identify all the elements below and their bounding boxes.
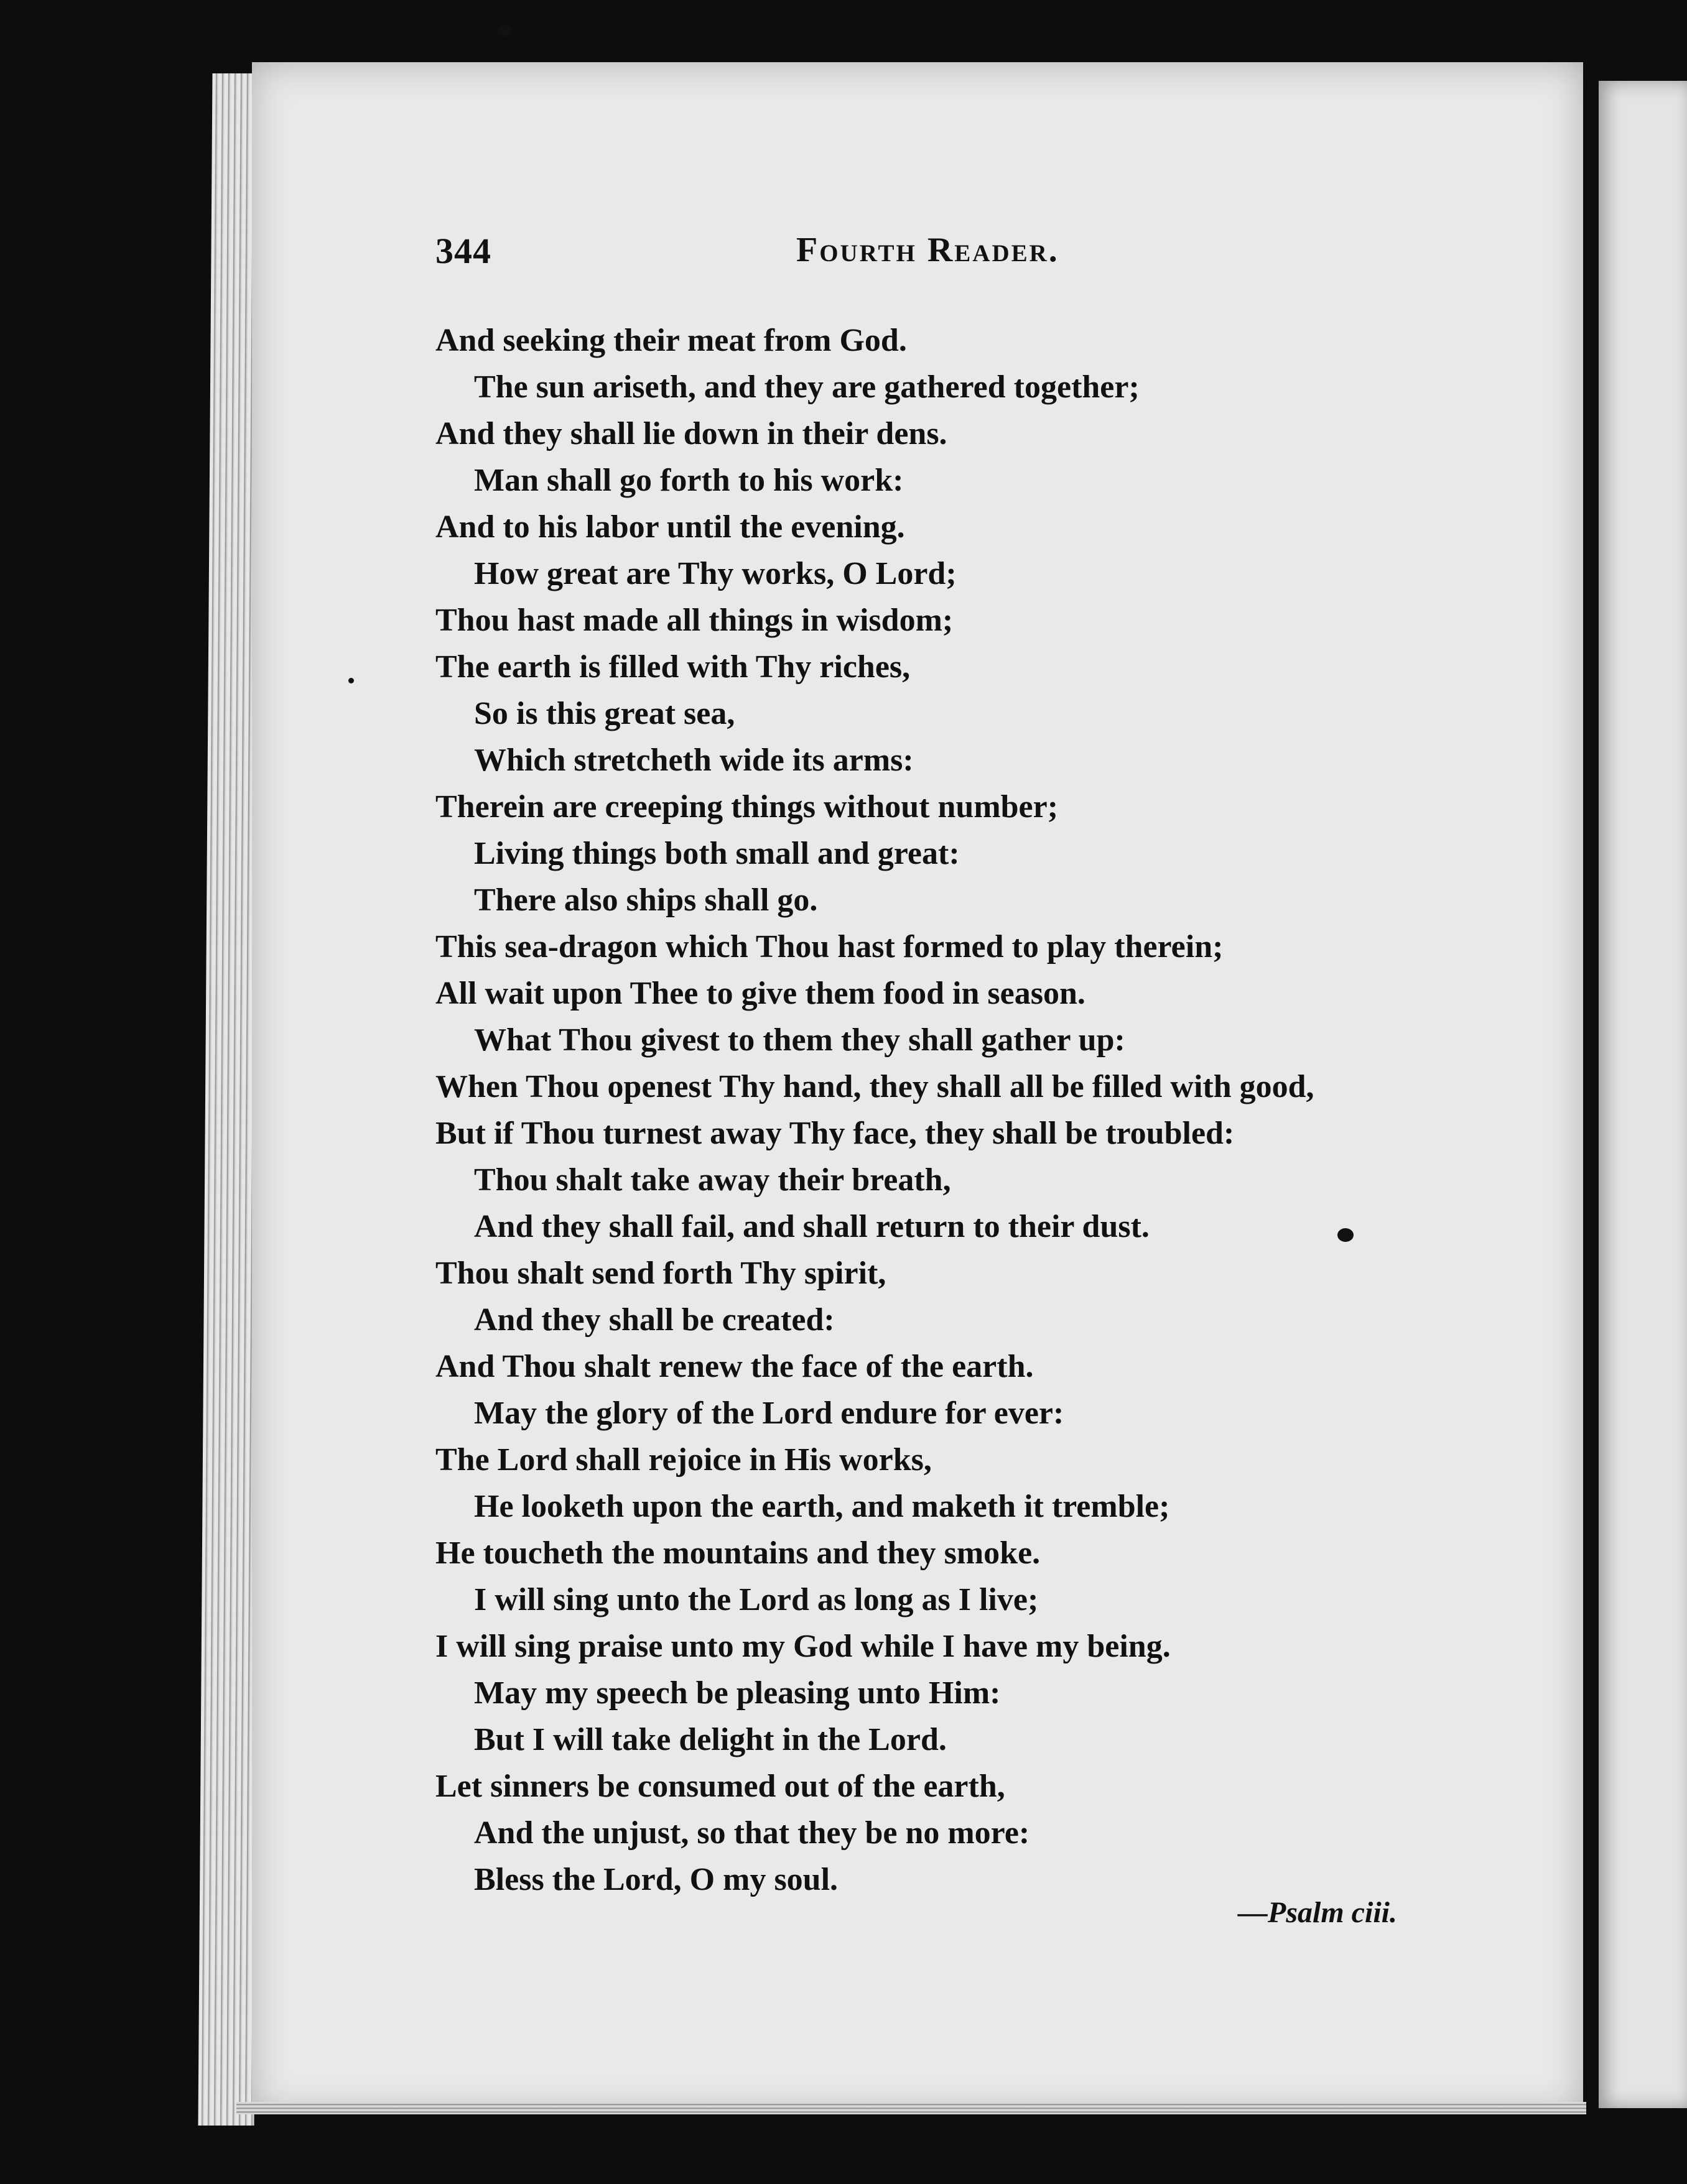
scan-speck bbox=[498, 25, 511, 36]
poem-line: And Thou shalt renew the face of the earth. bbox=[435, 1349, 1034, 1384]
citation: —Psalm ciii. bbox=[1238, 1896, 1397, 1929]
poem-line: The earth is filled with Thy riches, bbox=[435, 649, 911, 685]
poem-line: Therein are creeping things without number; bbox=[435, 789, 1059, 825]
poem-text bbox=[435, 317, 1493, 1903]
poem-line: Man shall go forth to his work: bbox=[474, 463, 904, 498]
poem-line: And they shall fail, and shall return to their dust. bbox=[474, 1209, 1150, 1244]
poem-line: He toucheth the mountains and they smoke. bbox=[435, 1535, 1041, 1571]
facing-page-edge bbox=[1599, 81, 1687, 2108]
poem-line: But if Thou turnest away Thy face, they shall be troubled: bbox=[435, 1116, 1235, 1151]
poem-line: And they shall lie down in their dens. bbox=[435, 416, 947, 451]
poem-line: He looketh upon the earth, and maketh it tremble; bbox=[474, 1489, 1170, 1524]
page-number: 344 bbox=[435, 231, 491, 271]
poem-line: What Thou givest to them they shall gather up: bbox=[474, 1022, 1125, 1058]
page-header bbox=[435, 230, 1169, 286]
poem-line: Thou shalt send forth Thy spirit, bbox=[435, 1256, 886, 1291]
poem-line: Living things both small and great: bbox=[474, 836, 960, 871]
poem-line: And seeking their meat from God. bbox=[435, 323, 907, 358]
poem-line: And the unjust, so that they be no more: bbox=[474, 1815, 1030, 1851]
poem-line: But I will take delight in the Lord. bbox=[474, 1722, 947, 1757]
poem-line: This sea-dragon which Thou hast formed to play therein; bbox=[435, 929, 1224, 965]
poem-line: The sun ariseth, and they are gathered together; bbox=[474, 369, 1140, 405]
poem-line: Thou hast made all things in wisdom; bbox=[435, 603, 954, 638]
poem-line: Bless the Lord, O my soul. bbox=[474, 1862, 839, 1897]
poem-line: Which stretcheth wide its arms: bbox=[474, 743, 914, 778]
poem-line: Thou shalt take away their breath, bbox=[474, 1162, 951, 1198]
poem-line: And they shall be created: bbox=[474, 1302, 835, 1338]
poem-line: When Thou openest Thy hand, they shall all be filled with good, bbox=[435, 1069, 1314, 1104]
poem-line: And to his labor until the evening. bbox=[435, 509, 905, 545]
scan-speck bbox=[348, 678, 354, 683]
poem-line: So is this great sea, bbox=[474, 696, 735, 731]
poem-line: I will sing praise unto my God while I have my being. bbox=[435, 1629, 1171, 1664]
poem-line: May my speech be pleasing unto Him: bbox=[474, 1675, 1001, 1711]
poem-line: May the glory of the Lord endure for ever: bbox=[474, 1395, 1064, 1431]
poem-line: All wait upon Thee to give them food in season. bbox=[435, 976, 1085, 1011]
poem-line: There also ships shall go. bbox=[474, 882, 818, 918]
running-title: Fourth Reader. bbox=[796, 231, 1059, 269]
poem-line: I will sing unto the Lord as long as I live; bbox=[474, 1582, 1039, 1617]
page-bottom-edge bbox=[236, 2102, 1586, 2114]
poem-line: Let sinners be consumed out of the earth, bbox=[435, 1769, 1005, 1804]
poem-line: How great are Thy works, O Lord; bbox=[474, 556, 957, 591]
poem-line: The Lord shall rejoice in His works, bbox=[435, 1442, 932, 1478]
